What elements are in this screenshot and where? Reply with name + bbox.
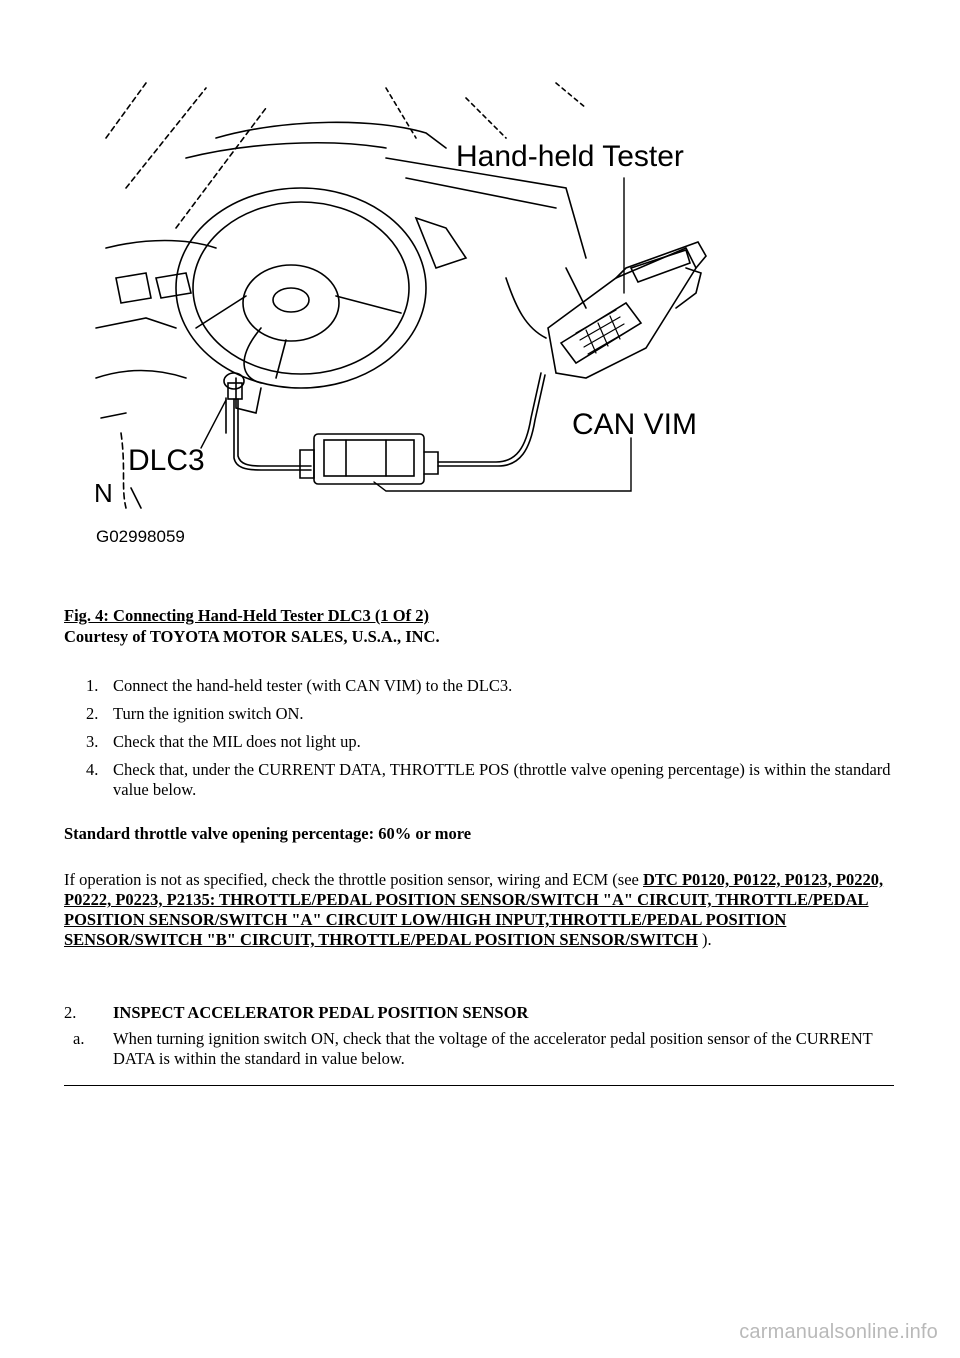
page-divider (64, 1085, 894, 1086)
step-text: Check that, under the CURRENT DATA, THROTTLE POS (throttle valve opening percentage) is within the standard value below. (113, 760, 891, 799)
figure-caption-title: Fig. 4: Connecting Hand-Held Tester DLC3 (1 Of 2) (64, 606, 429, 625)
troubleshoot-paragraph (64, 870, 894, 950)
step-text: Check that the MIL does not light up. (113, 732, 361, 751)
step-number: 3. (86, 732, 99, 751)
figure-code: G02998059 (96, 527, 185, 546)
north-label: N (94, 478, 113, 508)
procedure-steps (64, 676, 894, 808)
sub-step-text: When turning ignition switch ON, check that the voltage of the accelerator pedal position sensor of the CURRENT DATA is within the standard in value below. (113, 1029, 873, 1068)
connection-diagram-figure (86, 78, 736, 558)
step-number: 2. (86, 704, 99, 723)
sub-step-letter: a. (73, 1029, 85, 1048)
sub-step (73, 1029, 898, 1069)
vim-label: CAN VIM (572, 408, 698, 441)
dlc3-label: DLC3 (128, 444, 205, 477)
section-heading (64, 1003, 528, 1023)
list-item (64, 704, 894, 724)
step-text: Connect the hand-held tester (with CAN VIM) to the DLC3. (113, 676, 513, 695)
standard-value-text: Standard throttle valve opening percentage: 60% or more (64, 824, 472, 843)
list-item (64, 760, 894, 800)
section-number: 2. (64, 1003, 77, 1022)
list-item (64, 732, 894, 752)
paragraph-text-after: ). (697, 930, 712, 949)
paragraph-text-before: If operation is not as specified, check the throttle position sensor, wiring and ECM (see (64, 870, 643, 889)
tester-label: Hand-held Tester (456, 140, 684, 173)
section-title: INSPECT ACCELERATOR PEDAL POSITION SENSOR (113, 1003, 529, 1022)
figure-caption-credit: Courtesy of TOYOTA MOTOR SALES, U.S.A., INC. (64, 627, 440, 646)
list-item (64, 676, 894, 696)
step-number: 1. (86, 676, 99, 695)
step-text: Turn the ignition switch ON. (113, 704, 304, 723)
site-watermark: carmanualsonline.info (739, 1321, 938, 1343)
dtc-reference-link[interactable]: DTC P0120, P0122, P0123, P0220, P0222, P0223, P2135: THROTTLE/PEDAL POSITION SENSOR/SWITCH "A" CIRCUIT, THROTTLE/PEDAL POSITION SENSOR/SWITCH "A" CIRCUIT LOW/HIGH INPUT,THROTTLE/PEDAL POSITION SENSOR/SWITCH "B" CIRCUIT, THROTTLE/PEDAL POSITION SENSOR/SWITCH (64, 870, 884, 949)
step-number: 4. (86, 760, 99, 779)
